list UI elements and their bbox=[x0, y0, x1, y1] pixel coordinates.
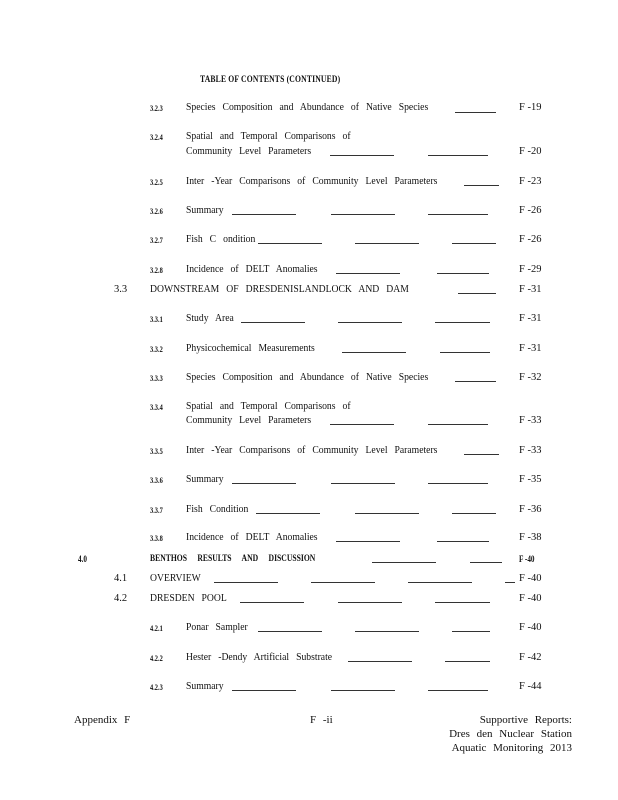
entry-page: F -36 bbox=[519, 504, 542, 515]
entry-number: 4.2.3 bbox=[150, 683, 163, 692]
leader-line bbox=[355, 513, 419, 514]
leader-line bbox=[336, 273, 400, 274]
leader-line bbox=[232, 690, 296, 691]
entry-page: F -23 bbox=[519, 176, 542, 187]
entry-page: F -26 bbox=[519, 205, 542, 216]
leader-line bbox=[256, 513, 320, 514]
entry-label[interactable]: Summary bbox=[186, 205, 224, 216]
leader-line bbox=[342, 352, 406, 353]
leader-line bbox=[331, 483, 395, 484]
leader-line bbox=[428, 155, 488, 156]
entry-label[interactable]: Spatial and Temporal Comparisons of bbox=[186, 131, 351, 142]
entry-number: 3.2.5 bbox=[150, 178, 163, 187]
entry-number: 3.2.8 bbox=[150, 266, 163, 275]
footer-page-number: F -ii bbox=[310, 714, 333, 726]
entry-page: F -20 bbox=[519, 146, 542, 157]
leader-line bbox=[428, 483, 488, 484]
entry-label[interactable]: Physicochemical Measurements bbox=[186, 343, 315, 354]
entry-page: F -31 bbox=[519, 284, 542, 295]
entry-number: 3.3.4 bbox=[150, 403, 163, 412]
leader-line bbox=[240, 602, 304, 603]
entry-label[interactable]: Inter -Year Comparisons of Community Level Parameters bbox=[186, 176, 438, 187]
leader-line bbox=[437, 273, 489, 274]
leader-line bbox=[408, 582, 472, 583]
leader-line bbox=[445, 661, 490, 662]
entry-page: F -42 bbox=[519, 652, 542, 663]
leader-line bbox=[331, 214, 395, 215]
leader-line bbox=[355, 243, 419, 244]
footer-report-line-2: Dres den Nuclear Station bbox=[449, 728, 572, 740]
leader-line bbox=[464, 454, 499, 455]
leader-line bbox=[311, 582, 375, 583]
entry-label-continued[interactable]: Community Level Parameters bbox=[186, 415, 312, 426]
entry-page: F -38 bbox=[519, 532, 542, 543]
leader-line bbox=[440, 352, 490, 353]
leader-line bbox=[428, 214, 488, 215]
leader-line bbox=[470, 562, 502, 563]
leader-line bbox=[505, 582, 515, 583]
section-number: 4.1 bbox=[114, 573, 128, 584]
entry-label[interactable]: Summary bbox=[186, 681, 224, 692]
entry-label[interactable]: Species Composition and Abundance of Native Species bbox=[186, 372, 429, 383]
leader-line bbox=[428, 424, 488, 425]
entry-label[interactable]: Summary bbox=[186, 474, 224, 485]
entry-number: 3.2.4 bbox=[150, 133, 163, 142]
entry-number: 3.3.8 bbox=[150, 534, 163, 543]
entry-number: 4.2.1 bbox=[150, 624, 163, 633]
entry-number: 3.2.3 bbox=[150, 104, 163, 113]
leader-line bbox=[258, 631, 322, 632]
leader-line bbox=[452, 243, 496, 244]
entry-number: 3.3.6 bbox=[150, 476, 163, 485]
entry-page: F -31 bbox=[519, 343, 542, 354]
section-label[interactable]: DOWNSTREAM OF DRESDENISLANDLOCK AND DAM bbox=[150, 284, 409, 295]
entry-number: 3.3.1 bbox=[150, 315, 163, 324]
leader-line bbox=[372, 562, 436, 563]
entry-label[interactable]: Incidence of DELT Anomalies bbox=[186, 264, 318, 275]
entry-page: F -32 bbox=[519, 372, 542, 383]
entry-label[interactable]: Fish C ondition bbox=[186, 234, 256, 245]
footer-report-line-3: Aquatic Monitoring 2013 bbox=[451, 742, 572, 754]
leader-line bbox=[232, 214, 296, 215]
leader-line bbox=[330, 155, 394, 156]
entry-page: F -40 bbox=[519, 622, 542, 633]
entry-page: F -33 bbox=[519, 445, 542, 456]
entry-number: 4.2.2 bbox=[150, 654, 163, 663]
chapter-number: 4.0 bbox=[78, 554, 87, 564]
page-title: TABLE OF CONTENTS (CONTINUED) bbox=[200, 74, 341, 84]
section-number: 3.3 bbox=[114, 284, 128, 295]
leader-line bbox=[258, 243, 322, 244]
entry-page: F -19 bbox=[519, 102, 542, 113]
leader-line bbox=[452, 513, 496, 514]
entry-page: F -40 bbox=[519, 573, 542, 584]
leader-line bbox=[338, 602, 402, 603]
entry-page: F -35 bbox=[519, 474, 542, 485]
leader-line bbox=[232, 483, 296, 484]
entry-label[interactable]: Hester -Dendy Artificial Substrate bbox=[186, 652, 333, 663]
entry-label[interactable]: Incidence of DELT Anomalies bbox=[186, 532, 318, 543]
entry-number: 3.3.3 bbox=[150, 374, 163, 383]
section-number: 4.2 bbox=[114, 593, 128, 604]
leader-line bbox=[330, 424, 394, 425]
leader-line bbox=[437, 541, 489, 542]
entry-page: F -26 bbox=[519, 234, 542, 245]
leader-line bbox=[428, 690, 488, 691]
entry-label[interactable]: Study Area bbox=[186, 313, 234, 324]
chapter-label[interactable]: BENTHOS RESULTS AND DISCUSSION bbox=[150, 553, 316, 563]
leader-line bbox=[455, 381, 496, 382]
leader-line bbox=[355, 631, 419, 632]
section-label[interactable]: DRESDEN POOL bbox=[150, 593, 227, 604]
entry-page: F -33 bbox=[519, 415, 542, 426]
entry-label[interactable]: Species Composition and Abundance of Native Species bbox=[186, 102, 429, 113]
leader-line bbox=[464, 185, 499, 186]
footer-appendix: Appendix F bbox=[74, 714, 131, 726]
leader-line bbox=[338, 322, 402, 323]
footer-report-line-1: Supportive Reports: bbox=[479, 714, 572, 726]
leader-line bbox=[214, 582, 278, 583]
entry-label-continued[interactable]: Community Level Parameters bbox=[186, 146, 312, 157]
entry-number: 3.2.7 bbox=[150, 236, 163, 245]
entry-number: 3.3.5 bbox=[150, 447, 163, 456]
leader-line bbox=[452, 631, 490, 632]
entry-number: 3.3.2 bbox=[150, 345, 163, 354]
chapter-page: F -40 bbox=[519, 554, 535, 564]
entry-page: F -40 bbox=[519, 593, 542, 604]
leader-line bbox=[348, 661, 412, 662]
entry-page: F -29 bbox=[519, 264, 542, 275]
entry-label[interactable]: Spatial and Temporal Comparisons of bbox=[186, 401, 351, 412]
leader-line bbox=[331, 690, 395, 691]
leader-line bbox=[455, 112, 496, 113]
entry-page: F -44 bbox=[519, 681, 542, 692]
leader-line bbox=[435, 322, 490, 323]
leader-line bbox=[435, 602, 490, 603]
section-label[interactable]: OVERVIEW bbox=[150, 573, 201, 584]
entry-page: F -31 bbox=[519, 313, 542, 324]
entry-number: 3.3.7 bbox=[150, 506, 163, 515]
leader-line bbox=[336, 541, 400, 542]
entry-label[interactable]: Fish Condition bbox=[186, 504, 249, 515]
entry-label[interactable]: Inter -Year Comparisons of Community Level Parameters bbox=[186, 445, 438, 456]
entry-number: 3.2.6 bbox=[150, 207, 163, 216]
leader-line bbox=[458, 293, 496, 294]
entry-label[interactable]: Ponar Sampler bbox=[186, 622, 248, 633]
leader-line bbox=[241, 322, 305, 323]
